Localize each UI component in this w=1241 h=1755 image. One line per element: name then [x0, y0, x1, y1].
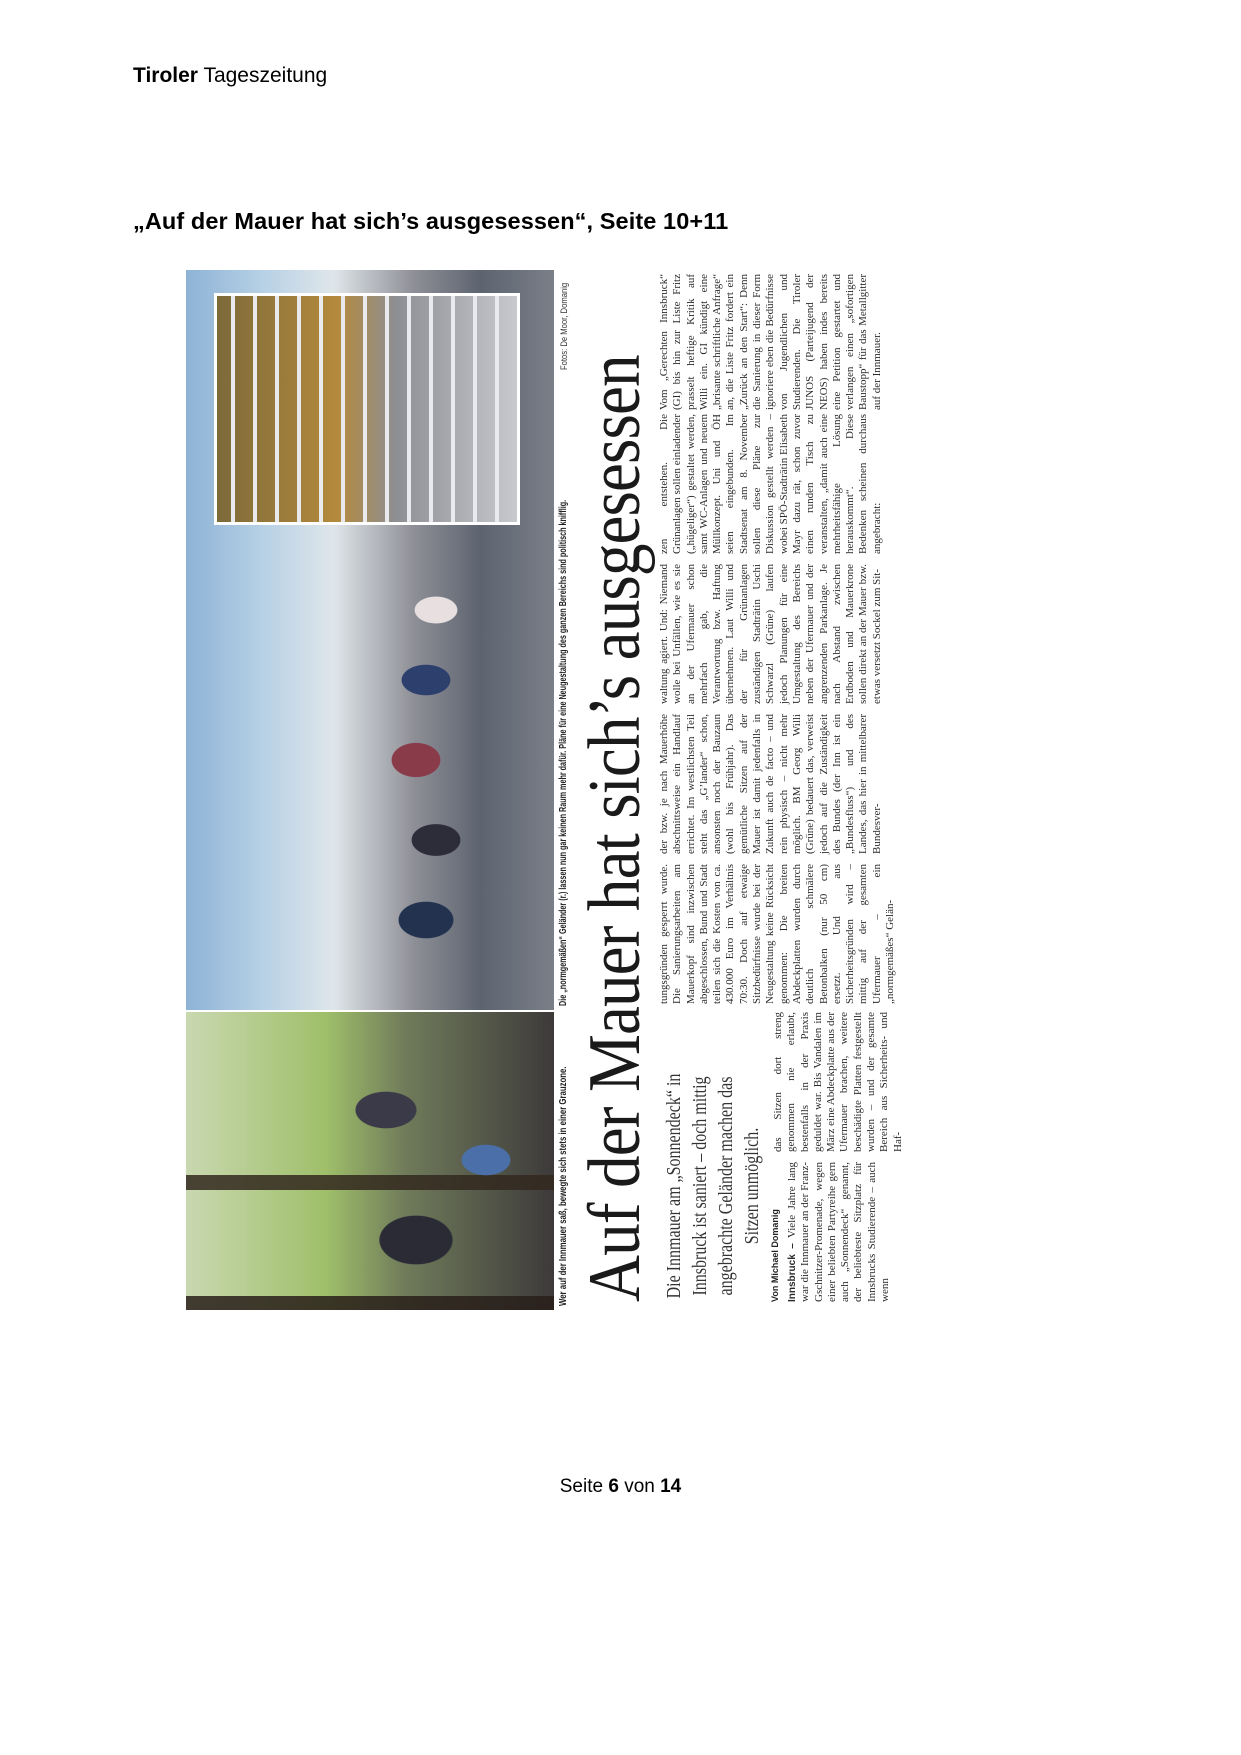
dateline: Innsbruck – — [787, 1243, 798, 1302]
article-column-1 — [786, 1162, 892, 1302]
newspaper-name-bold: Tiroler — [133, 64, 198, 87]
article-column-6: zen entstehen. Die Grünanlagen sollen einladender („hügeliger“) gestaltet werden, samt WC-Anlagen und neuem Müllkonzept. Uni und ÖH seien eingebunden. Im Stadtsenat am 8. November sollen diese Pläne zur Diskussion gestellt werden – wobei SPÖ-Stadträtin Elisabeth Mayr dazu rät, schon zuvor einen runden Tisch zu veranstalten, „damit auch eine mehrheitsfähige Lösung herauskommt“. Diese Bedenken scheinen durchaus angebracht: — [658, 414, 883, 554]
article-column-7: Vom „Gerechten Innsbruck“ (GI) bis hin zur Liste Fritz prasselt heftige Kritik auf Willi ein. GI kündigt eine „brisante schriftliche Anfrage“ an, die Liste Fritz fordert ein „Zurück an den Start“: Denn die Sanierung in dieser Form ignoriere eben die Bedürfnisse von Jugendlichen und Studierenden. Die Tiroler JUNOS (Parteijugend der NEOS) haben indes bereits eine Petition gestartet und verlangen einen „sofortigen Baustopp“ für das Metallgitter auf der Innmauer. — [658, 274, 883, 410]
newspaper-name-rest: Tageszeitung — [203, 64, 328, 87]
article-column-2: das Sitzen dort streng genommen nie erlaubt, bestenfalls in der Praxis geduldet war. Bis Vandalen im März eine Abdeckplatte aus der Ufermauer brachen, weitere beschädigte Platten festgestellt wurden – und der gesamte Bereich aus Sicherheits- und Haf- — [772, 1012, 904, 1152]
clipping-headline: Auf der Mauer hat sich’s ausgesessen — [574, 355, 656, 1302]
article-column-5: waltung agiert. Und: Niemand wolle bei Unfällen, wie es sie an der Ufermauer schon mehrfach gab, die Verantwortung bzw. Haftung übernehmen. Laut Willi und der für Grünanlagen zuständigen Stadträtin Uschi Schwarzl (Grüne) laufen jedoch Planungen für eine Umgestaltung des Bereichs neben der Ufermauer und der angrenzenden Parkanlage. Je nach Abstand zwischen Erdboden und Mauerkrone sollen direkt an der Mauer bzw. etwas versetzt Sockel zum Sit- — [658, 564, 883, 704]
clipping-rotated-content — [186, 270, 926, 1310]
newspaper-name — [133, 64, 327, 88]
photo-credit: Fotos: De Moor, Domanig — [559, 282, 569, 370]
article-column-3: tungsgründen gesperrt wurde. Die Sanierungsarbeiten am Mauerkopf sind inzwischen abgeschlossen, Bund und Stadt teilen sich die Kosten von ca. 430.000 Euro im Verhältnis 70:30. Doch auf etwaige Sitzbedürfnisse wurde bei der Neugestaltung keine Rücksicht genommen: Die breiten Abdeckplatten wurden durch deutlich schmälere Betonbalken (nur 50 cm) ersetzt. Und aus Sicherheitsgründen wird – mittig auf der gesamten Ufermauer – ein „normgemäßes“ Gelän- — [658, 864, 897, 1004]
total-pages: 14 — [660, 1476, 682, 1497]
article-reference-title: „Auf der Mauer hat sich’s ausgesessen“, Seite 10+11 — [133, 208, 729, 234]
page-prefix: Seite — [559, 1476, 604, 1497]
column-text: Viele Jahre lang war die Innmauer an der Franz-Gschnitzer-Promenade, wegen einer beliebten Partyreihe gern auch „Sonnendeck“ genannt, der beliebteste Sitzplatz für Innsbrucks Studierende – auch wenn — [786, 1162, 892, 1302]
article-column-4: der bzw. je nach Mauerhöhe abschnittsweise ein Handlauf errichtet. Im westlichsten Teil steht das „G’lander“ schon, ansonsten noch der Bauzaun (wohl bis Frühjahr). Das gemütliche Sitzen auf der Mauer ist damit jedenfalls in Zukunft auch de facto – und rein physisch – nicht mehr möglich. BM Georg Willi (Grüne) bedauert das, verweist jedoch auf die Zuständigkeit des Bundes (der Inn ist ein „Bundesfluss“) und des Landes, das hier in mittelbarer Bundesver- — [658, 714, 883, 854]
page-of: von — [624, 1476, 655, 1497]
caption-left: Wer auf der Innmauer saß, bewegte sich stets in einer Grauzone. — [558, 1066, 569, 1306]
current-page: 6 — [608, 1476, 619, 1497]
byline: Von Michael Domanig — [770, 1209, 780, 1302]
newspaper-clipping — [186, 270, 926, 1310]
photo-people-on-wall — [186, 1012, 554, 1310]
clipping-subheadline: Die Innmauer am „Sonnendeck“ in Innsbruck ist saniert – doch mittig angebrachte Geländer machen das Sitzen unmöglich. — [663, 1073, 763, 1299]
page-number — [0, 1476, 1241, 1498]
photo-railing-inset — [214, 293, 520, 525]
caption-right: Die „normgemäßen“ Geländer (r.) lassen nun gar keinen Raum mehr dafür. Pläne für eine Neugestaltung des ganzen Bereichs sind politisch knifflig. — [558, 499, 569, 1006]
